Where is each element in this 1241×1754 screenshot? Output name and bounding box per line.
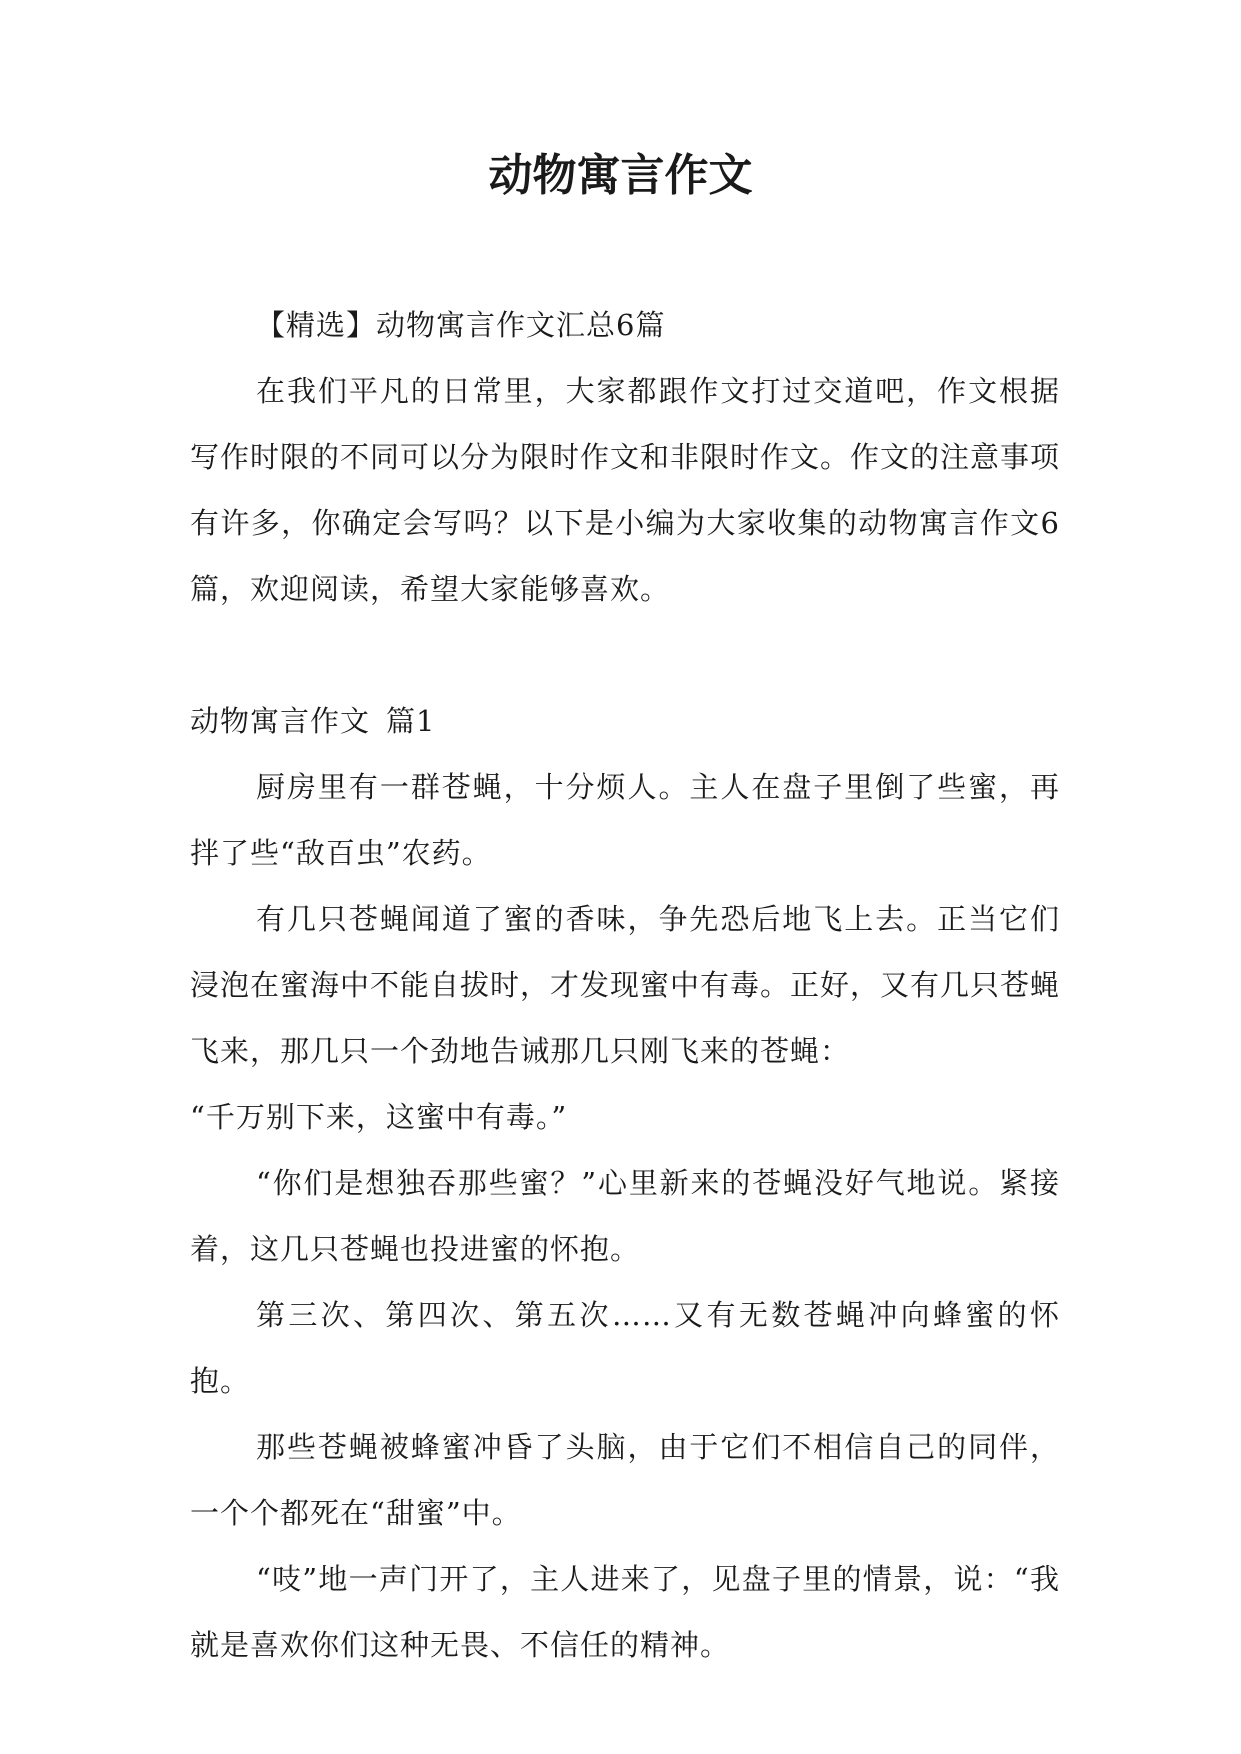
document-title: 动物寓言作文 — [488, 150, 753, 201]
section-heading-text: 动物寓言作文 — [190, 704, 371, 738]
intro-paragraph: 在我们平凡的日常里，大家都跟作文打过交道吧，作文根据写作时限的不同可以分为限时作文和非限时作文。作文的注意事项有许多，你确定会写吗？以下是小编为大家收集的动物寓言作文6篇，欢迎阅读，希望大家能够喜欢。 — [190, 374, 1061, 606]
section-spacer — [190, 622, 1060, 688]
story-paragraph: 厨房里有一群苍蝇，十分烦人。主人在盘子里倒了些蜜，再拌了些“敌百虫”农药。 — [190, 770, 1060, 870]
section-heading — [190, 688, 1060, 754]
story-quote: “千万别下来，这蜜中有毒。” — [190, 1100, 568, 1134]
story-paragraph: 第三次、第四次、第五次……又有无数苍蝇冲向蜂蜜的怀抱。 — [190, 1298, 1060, 1398]
story-paragraph: “吱”地一声门开了，主人进来了，见盘子里的情景，说：“我就是喜欢你们这种无畏、不信任的精神。 — [190, 1562, 1060, 1662]
story-paragraph: 那些苍蝇被蜂蜜冲昏了头脑，由于它们不相信自己的同伴，一个个都死在“甜蜜”中。 — [190, 1430, 1060, 1530]
story-paragraph: 有几只苍蝇闻道了蜜的香味，争先恐后地飞上去。正当它们浸泡在蜜海中不能自拔时，才发现蜜中有毒。正好，又有几只苍蝇飞来，那几只一个劲地告诫那几只刚飞来的苍蝇： — [190, 902, 1061, 1068]
story-paragraph: “你们是想独吞那些蜜？”心里新来的苍蝇没好气地说。紧接着，这几只苍蝇也投进蜜的怀抱。 — [190, 1166, 1060, 1266]
intro-subtitle: 【精选】动物寓言作文汇总6篇 — [256, 308, 666, 342]
document-body — [190, 292, 1060, 1678]
section-number: 篇1 — [386, 704, 436, 738]
